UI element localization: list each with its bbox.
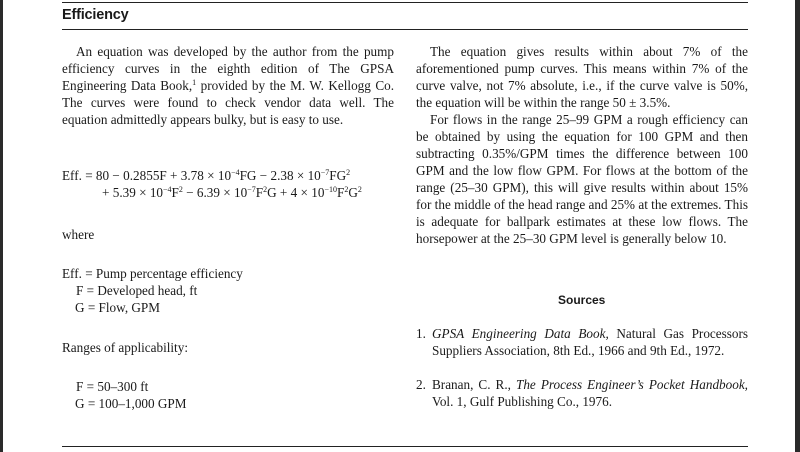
ranges-label: Ranges of applicability: [62, 340, 188, 355]
sources-heading: Sources [558, 293, 606, 307]
source-title: The Process Engineer’s Pocket Handbook, [516, 377, 748, 392]
definition-eff: Eff. = Pump percentage efficiency [62, 266, 243, 281]
low-flow-paragraph: For flows in the range 25–99 GPM a rough efficiency can be obtained by using the equation for 100 GPM and then subtracting 0.35%/GPM times the difference between 100 GPM and the low flow GPM. For flows at the bottom of the range (25–30 GPM), this will give results within about 15% for the middle of the head range and 25% at the extremes. This is adequate for ballpark estimates at these low flows. The horsepower at the 25–30 GPM level is generally below 10. [416, 112, 748, 246]
right-page-edge [795, 0, 800, 452]
left-page-edge [0, 0, 3, 452]
accuracy-paragraph: The equation gives results within about 7% of the aforementioned pump curves. This means within 7% of the curve valve, not 7% absolute, i.e., if the curve valve is 50%, the equation will be within the range 50 ± 3.5%. [416, 44, 748, 110]
source-item-2 [416, 376, 748, 410]
intro-paragraph [62, 43, 394, 128]
right-column-text [416, 43, 748, 247]
source-item-1 [416, 325, 748, 359]
top-rule [62, 2, 748, 3]
source-author: Branan, C. R., [432, 377, 516, 392]
citation-marker: 1 [192, 78, 197, 87]
heading-rule [62, 29, 748, 30]
bottom-rule [62, 446, 748, 447]
source-title: GPSA Engineering Data Book, [432, 326, 609, 341]
equation-line-1: Eff. = $80 - 0.2855F + 3.78 \times 10^{-4}FG - 2.38 \times 10^{-7}FG^2$ [62, 168, 351, 183]
definition-f: F = Developed head, ft [76, 283, 198, 298]
section-heading: Efficiency [62, 7, 129, 23]
source-details: Vol. 1, Gulf Publishing Co., 1976. [432, 394, 613, 409]
where-label: where [62, 227, 95, 242]
equation-line-2: + $5.39 \times 10^{-4}F^2 - 6.39 \times 10^{-7}F^2G + 4 \times 10^{-10}F^2G^2$ [102, 185, 362, 200]
source-number: 1. [416, 326, 426, 341]
intro-text-rest: provided by the M. W. Kellogg Co. The curves were found to check vendor data well. The equation admittedly appears bulky, but is easy to use. [62, 78, 395, 127]
intro-text: An equation was developed by the author from the pump efficiency curves in the eighth edition of The GPSA Engineering Data Book, [62, 44, 394, 93]
source-number: 2. [416, 377, 426, 392]
range-f: F = 50–300 ft [76, 379, 149, 394]
source-details: Natural Gas Processors Suppliers Association, 8th Ed., 1966 and 9th Ed., 1972. [432, 326, 748, 358]
definition-g: G = Flow, GPM [75, 300, 160, 315]
range-g: G = 100–1,000 GPM [75, 396, 187, 411]
